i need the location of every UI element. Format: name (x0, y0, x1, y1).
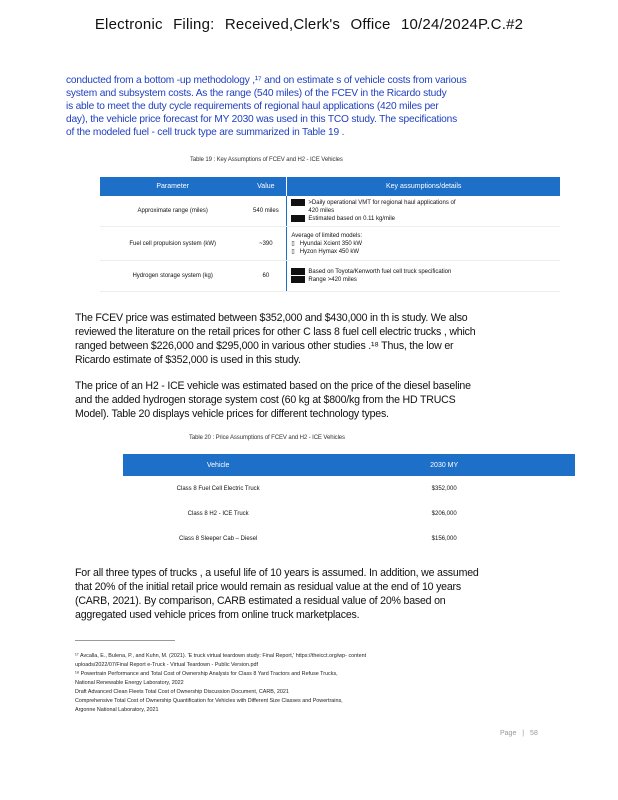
bullet-icon: ▯ (291, 248, 300, 255)
redaction-block (291, 215, 305, 222)
redaction-block (291, 276, 305, 283)
paragraph-line: The FCEV price was estimated between $352,000 and $430,000 in th is study. We also (75, 312, 468, 324)
vehicle-cell: Class 8 Sleeper Cab – Diesel (178, 535, 258, 542)
table-row (100, 261, 560, 292)
paragraph-line: (CARB, 2021). By comparison, CARB estimated a residual value of 20% based on (75, 595, 446, 607)
details-cell (287, 261, 560, 292)
filing-header: Electronic Filing: Received,Clerk's Office 10/24/2024P.C.#2 (94, 16, 524, 33)
value-cell: 540 miles (245, 196, 287, 227)
vehicle-cell: Class 8 H2 - ICE Truck (187, 510, 249, 517)
paragraph-line: aggregated used vehicle prices from online truck marketplaces. (75, 609, 360, 621)
details-line: 420 miles (308, 208, 335, 214)
vehicle-cell: Class 8 Fuel Cell Electric Truck (176, 485, 260, 492)
bullet-icon: ▯ (291, 240, 300, 247)
table20-caption: Table 20 : Price Assumptions of FCEV and H2 - ICE Vehicles (189, 435, 345, 441)
footnote: National Renewable Energy Laboratory, 2022 (75, 680, 184, 686)
price-assumptions-table (123, 454, 575, 551)
value-cell: 60 (245, 261, 287, 292)
details-cell (287, 227, 560, 261)
h2-price-paragraph (75, 379, 550, 421)
param-cell: Fuel cell propulsion system (kW) (100, 227, 245, 261)
paragraph-line: and the added hydrogen storage system cost (60 kg at $800/kg from the HD TRUCS (75, 394, 456, 406)
footnote: ¹⁸ Powertrain Performance and Total Cost of Ownership Analysis for Class 8 Yard Tractors and Refuse Trucks, (75, 671, 338, 677)
paragraph-line: Model). Table 20 displays vehicle prices for different technology types. (75, 408, 389, 420)
table-header-row (100, 177, 560, 196)
price-cell: $352,000 (431, 485, 457, 492)
price-cell: $156,000 (431, 535, 457, 542)
paragraph-line: For all three types of trucks , a useful life of 10 years is assumed. In addition, we assumed (75, 567, 479, 579)
header-vehicle: Vehicle (123, 454, 313, 476)
header-details: Key assumptions/details (287, 177, 560, 196)
footnote: ¹⁷ Avcalla, E., Bulena, P., and Kuhn, M. (2021). 'E truck virtual teardown study: Final Report,' https://theicct.org/wp- content (75, 653, 367, 659)
value-cell: ~390 (245, 227, 287, 261)
header-value: Value (245, 177, 287, 196)
footnote: Draft Advanced Clean Fleets Total Cost of Ownership Discussion Document, CARB, 2021 (75, 689, 289, 695)
paragraph-line: that 20% of the initial retail price would remain as residual value at the end of 10 years (75, 581, 461, 593)
redaction-block (291, 268, 305, 275)
footnote: uploads/2022/07/Final Report e-Truck - Virtual Teardown - Public Version.pdf (75, 662, 258, 668)
details-line: Range >420 miles (308, 277, 357, 284)
header-parameter: Parameter (100, 177, 245, 196)
footnote-divider (75, 640, 175, 641)
paragraph-line: reviewed the literature on the retail prices for other C lass 8 fuel cell electric trucks , which (75, 326, 476, 338)
table-row (100, 227, 560, 261)
table-row (123, 526, 575, 551)
price-cell: $206,000 (431, 510, 457, 517)
details-line: Hyzon Hymax 450 kW (299, 248, 360, 255)
details-line: >Daily operational VMT for regional haul applications of (308, 200, 456, 206)
table-header-row (123, 454, 575, 476)
details-line: Estimated based on 0.11 kg/mile (308, 216, 395, 223)
header-year: 2030 MY (313, 454, 575, 476)
intro-line: is able to meet the duty cycle requirements of regional haul applications (420 miles per (66, 101, 439, 112)
param-cell: Approximate range (miles) (100, 196, 245, 227)
footnote: Comprehensive Total Cost of Ownership Quantification for Vehicles with Different Size Classes and Powertrains, (75, 698, 343, 704)
table-row (123, 476, 575, 501)
redaction-block (291, 199, 305, 206)
footnote: Argonne National Laboratory, 2021 (75, 707, 159, 713)
param-cell: Hydrogen storage system (kg) (100, 261, 245, 292)
table-row (123, 501, 575, 526)
details-line: Hyundai Xcient 350 kW (299, 240, 363, 247)
page-number: Page | 58 (500, 730, 538, 737)
intro-line: of the modeled fuel - cell truck type are summarized in Table 19 . (66, 127, 345, 138)
details-line: Average of limited models: (291, 232, 362, 239)
table-row (100, 196, 560, 227)
paragraph-line: Ricardo estimate of $352,000 is used in this study. (75, 354, 301, 366)
intro-line: conducted from a bottom -up methodology ,¹⁷ and on estimate s of vehicle costs from various (66, 75, 467, 86)
intro-line: day), the vehicle price forecast for MY 2030 was used in this TCO study. The specifications (66, 114, 458, 125)
key-assumptions-table (100, 177, 560, 292)
details-cell (287, 196, 560, 227)
intro-paragraph (66, 74, 536, 139)
table19-caption: Table 19 : Key Assumptions of FCEV and H2 - ICE Vehicles (190, 157, 343, 163)
details-line: Based on Toyota/Kenworth fuel cell truck specification (308, 269, 452, 275)
residual-paragraph (75, 566, 550, 622)
fcev-price-paragraph (75, 311, 550, 367)
intro-line: system and subsystem costs. As the range (540 miles) of the FCEV in the Ricardo study (66, 88, 447, 99)
paragraph-line: The price of an H2 - ICE vehicle was estimated based on the price of the diesel baseline (75, 380, 471, 392)
paragraph-line: ranged between $226,000 and $295,000 in various other studies .¹⁸ Thus, the low er (75, 340, 454, 352)
